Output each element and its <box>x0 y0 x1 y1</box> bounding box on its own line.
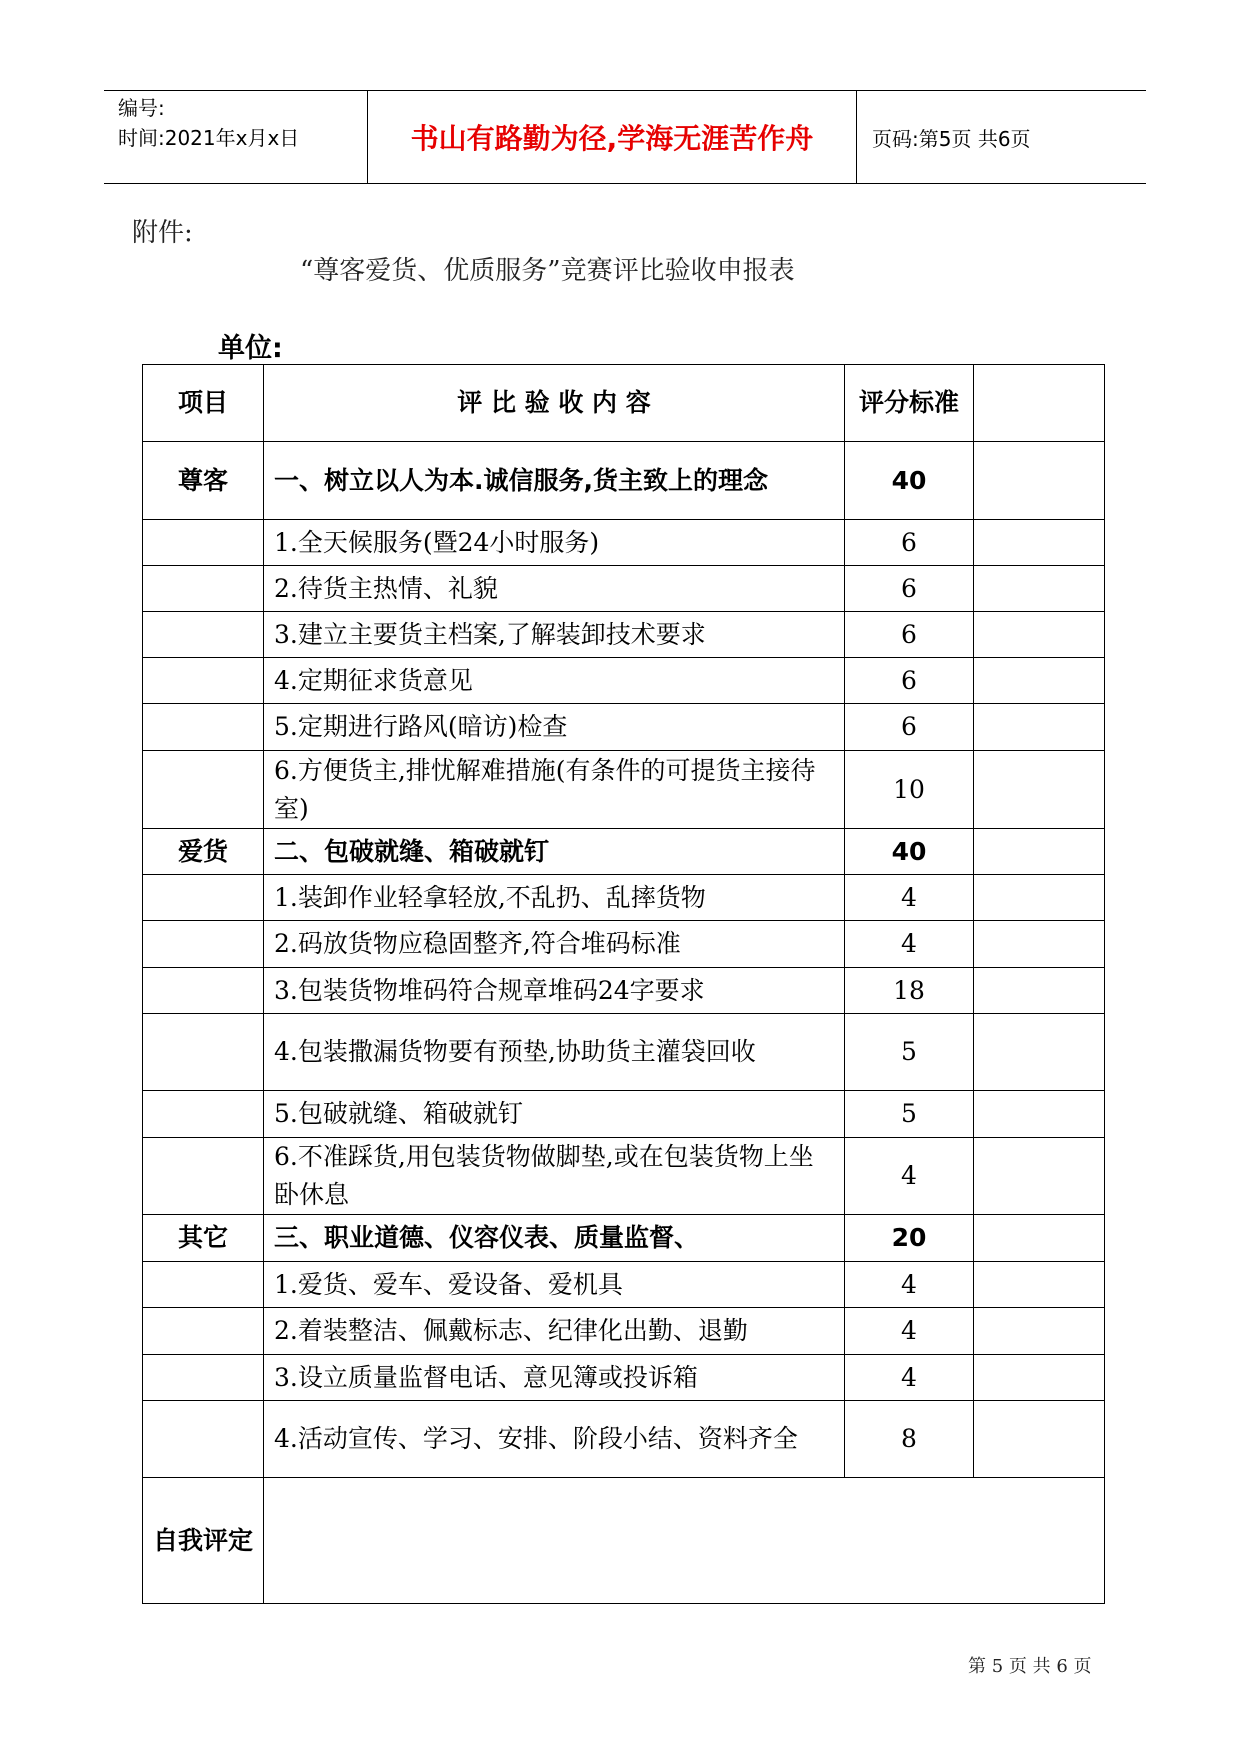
header-motto: 书山有路勤为径,学海无涯苦作舟 <box>410 122 814 155</box>
header-score: 评分标准 <box>845 365 974 442</box>
category-cell-empty <box>143 704 264 751</box>
item-content: 1.全天候服务(暨24小时服务) <box>264 520 845 566</box>
self-assessment-field[interactable] <box>264 1478 1105 1604</box>
category-cell-empty <box>143 751 264 829</box>
section-score: 20 <box>845 1215 974 1262</box>
section-title: 二、包破就缝、箱破就钉 <box>264 829 845 875</box>
category-cell-empty <box>143 875 264 921</box>
table-row <box>143 1014 1105 1091</box>
section-row <box>143 442 1105 520</box>
item-content: 2.着装整洁、佩戴标志、纪律化出勤、退勤 <box>264 1308 845 1355</box>
table-row <box>143 1401 1105 1478</box>
evaluation-table <box>142 364 1105 1604</box>
table-row <box>143 921 1105 968</box>
table-row <box>143 751 1105 829</box>
self-assessment-label: 自我评定 <box>143 1478 264 1604</box>
item-content: 2.码放货物应稳固整齐,符合堆码标准 <box>264 921 845 968</box>
table-row <box>143 520 1105 566</box>
remark-cell <box>974 520 1105 566</box>
category-cell: 尊客 <box>143 442 264 520</box>
section-score: 40 <box>845 829 974 875</box>
self-assessment-row <box>143 1478 1105 1604</box>
table-row <box>143 566 1105 612</box>
remark-cell <box>974 829 1105 875</box>
item-score: 6 <box>845 658 974 704</box>
category-cell-empty <box>143 1355 264 1401</box>
item-score: 6 <box>845 566 974 612</box>
unit-label: 单位: <box>218 333 283 364</box>
table-row <box>143 1355 1105 1401</box>
category-cell-empty <box>143 968 264 1014</box>
attachment-label: 附件: <box>132 218 193 248</box>
remark-cell <box>974 658 1105 704</box>
remark-cell <box>974 612 1105 658</box>
item-score: 4 <box>845 1308 974 1355</box>
remark-cell <box>974 1308 1105 1355</box>
item-content: 4.包装撒漏货物要有预垫,协助货主灌袋回收 <box>264 1014 845 1091</box>
item-content: 1.装卸作业轻拿轻放,不乱扔、乱摔货物 <box>264 875 845 921</box>
header-item: 项目 <box>143 365 264 442</box>
remark-cell <box>974 1401 1105 1478</box>
page-header <box>104 90 1146 184</box>
remark-cell <box>974 1215 1105 1262</box>
remark-cell <box>974 1014 1105 1091</box>
item-content: 5.定期进行路风(暗访)检查 <box>264 704 845 751</box>
header-meta <box>118 93 366 153</box>
item-score: 8 <box>845 1401 974 1478</box>
document-title: “尊客爱货、优质服务”竞赛评比验收申报表 <box>300 256 795 286</box>
item-content: 4.活动宣传、学习、安排、阶段小结、资料齐全 <box>264 1401 845 1478</box>
header-extra <box>974 365 1105 442</box>
category-cell-empty <box>143 658 264 704</box>
category-cell-empty <box>143 1091 264 1138</box>
category-cell-empty <box>143 1308 264 1355</box>
item-content: 3.包装货物堆码符合规章堆码24字要求 <box>264 968 845 1014</box>
category-cell-empty <box>143 1401 264 1478</box>
item-score: 4 <box>845 1138 974 1215</box>
section-score: 40 <box>845 442 974 520</box>
category-cell-empty <box>143 520 264 566</box>
header-content: 评 比 验 收 内 容 <box>264 365 845 442</box>
item-score: 5 <box>845 1014 974 1091</box>
remark-cell <box>974 1355 1105 1401</box>
item-content: 6.方便货主,排忧解难措施(有条件的可提货主接待室) <box>264 751 845 829</box>
item-score: 4 <box>845 875 974 921</box>
page-footer: 第 5 页 共 6 页 <box>968 1656 1092 1677</box>
item-content: 4.定期征求货意见 <box>264 658 845 704</box>
remark-cell <box>974 442 1105 520</box>
remark-cell <box>974 704 1105 751</box>
category-cell-empty <box>143 1014 264 1091</box>
remark-cell <box>974 968 1105 1014</box>
item-content: 2.待货主热情、礼貌 <box>264 566 845 612</box>
document-number-label: 编号: <box>118 96 165 120</box>
table-header-row <box>143 365 1105 442</box>
item-score: 4 <box>845 1262 974 1308</box>
item-content: 3.建立主要货主档案,了解装卸技术要求 <box>264 612 845 658</box>
remark-cell <box>974 566 1105 612</box>
section-title: 一、树立以人为本.诚信服务,货主致上的理念 <box>264 442 845 520</box>
item-content: 5.包破就缝、箱破就钉 <box>264 1091 845 1138</box>
category-cell-empty <box>143 921 264 968</box>
table-row <box>143 704 1105 751</box>
item-content: 3.设立质量监督电话、意见簿或投诉箱 <box>264 1355 845 1401</box>
section-row <box>143 1215 1105 1262</box>
header-page-number: 页码:第5页 共6页 <box>872 126 1031 151</box>
document-time-label: 时间:2021年x月x日 <box>118 126 300 150</box>
item-score: 5 <box>845 1091 974 1138</box>
item-score: 10 <box>845 751 974 829</box>
item-score: 6 <box>845 520 974 566</box>
table-row <box>143 875 1105 921</box>
table-row <box>143 968 1105 1014</box>
table-row <box>143 658 1105 704</box>
remark-cell <box>974 1091 1105 1138</box>
table-row <box>143 1138 1105 1215</box>
item-content: 1.爱货、爱车、爱设备、爱机具 <box>264 1262 845 1308</box>
remark-cell <box>974 875 1105 921</box>
category-cell-empty <box>143 1262 264 1308</box>
item-content: 6.不准踩货,用包装货物做脚垫,或在包装货物上坐卧休息 <box>264 1138 845 1215</box>
item-score: 18 <box>845 968 974 1014</box>
item-score: 6 <box>845 704 974 751</box>
category-cell: 爱货 <box>143 829 264 875</box>
item-score: 4 <box>845 921 974 968</box>
table-row <box>143 1262 1105 1308</box>
remark-cell <box>974 1262 1105 1308</box>
remark-cell <box>974 751 1105 829</box>
item-score: 6 <box>845 612 974 658</box>
category-cell: 其它 <box>143 1215 264 1262</box>
category-cell-empty <box>143 566 264 612</box>
table-row <box>143 612 1105 658</box>
item-score: 4 <box>845 1355 974 1401</box>
table-row <box>143 1091 1105 1138</box>
remark-cell <box>974 1138 1105 1215</box>
category-cell-empty <box>143 612 264 658</box>
section-row <box>143 829 1105 875</box>
remark-cell <box>974 921 1105 968</box>
section-title: 三、职业道德、仪容仪表、质量监督、 <box>264 1215 845 1262</box>
category-cell-empty <box>143 1138 264 1215</box>
header-divider-right <box>856 91 857 183</box>
table-row <box>143 1308 1105 1355</box>
